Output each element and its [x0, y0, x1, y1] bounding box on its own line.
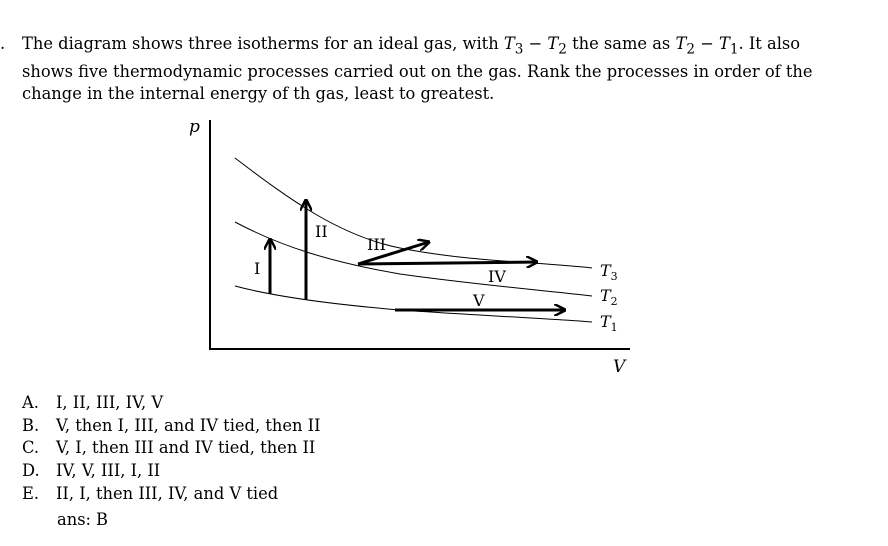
choice-b[interactable]	[22, 415, 321, 438]
isotherm-t2-label: $T_2$	[600, 286, 618, 308]
isotherm-t2-curve	[235, 222, 592, 296]
y-axis-label: p	[189, 117, 200, 137]
answer-key	[57, 510, 113, 529]
choice-letter: B.	[22, 415, 40, 435]
choice-letter: C.	[22, 438, 40, 458]
isotherm-t3-label: $T_3$	[600, 261, 618, 283]
process-iv-arrow	[358, 262, 537, 264]
choice-text: I, II, III, IV, V	[56, 393, 164, 412]
isotherm-t1-curve	[235, 286, 592, 322]
process-v-label: V	[473, 291, 485, 310]
choice-text: II, I, then III, IV, and V tied	[56, 483, 279, 503]
x-axis-label: V	[613, 357, 626, 377]
process-iv-label: IV	[488, 267, 506, 286]
answer-label: ans:	[57, 510, 92, 529]
choice-letter: D.	[22, 461, 40, 481]
question-text: The diagram shows three isotherms for an ideal gas, with $T_3 - T_2$ the same as $T_2 - T_1$. It also shows five thermodynamic processes carried out on the gas. Rank the processes in order of the change in the internal energy of th gas, least to greatest.	[22, 34, 813, 104]
process-ii-label: II	[315, 222, 328, 241]
process-iii-label: III	[367, 235, 386, 254]
answer-choices	[22, 392, 321, 506]
answer-value: B	[96, 510, 109, 529]
choice-text: V, I, then III and IV tied, then II	[56, 438, 316, 458]
choice-e[interactable]	[22, 483, 321, 506]
isotherm-t3-curve	[235, 158, 592, 268]
choice-text: IV, V, III, I, II	[56, 461, 161, 481]
choice-letter: E.	[22, 483, 40, 503]
choice-c[interactable]	[22, 437, 321, 460]
choice-text: V, then I, III, and IV tied, then II	[56, 415, 321, 435]
isotherm-t1-label: $T_1$	[600, 312, 618, 334]
choice-a[interactable]	[22, 392, 321, 415]
choice-letter: A.	[22, 393, 39, 412]
question-number: .	[0, 34, 6, 53]
choice-d[interactable]	[22, 460, 321, 483]
process-i-label: I	[254, 259, 261, 278]
